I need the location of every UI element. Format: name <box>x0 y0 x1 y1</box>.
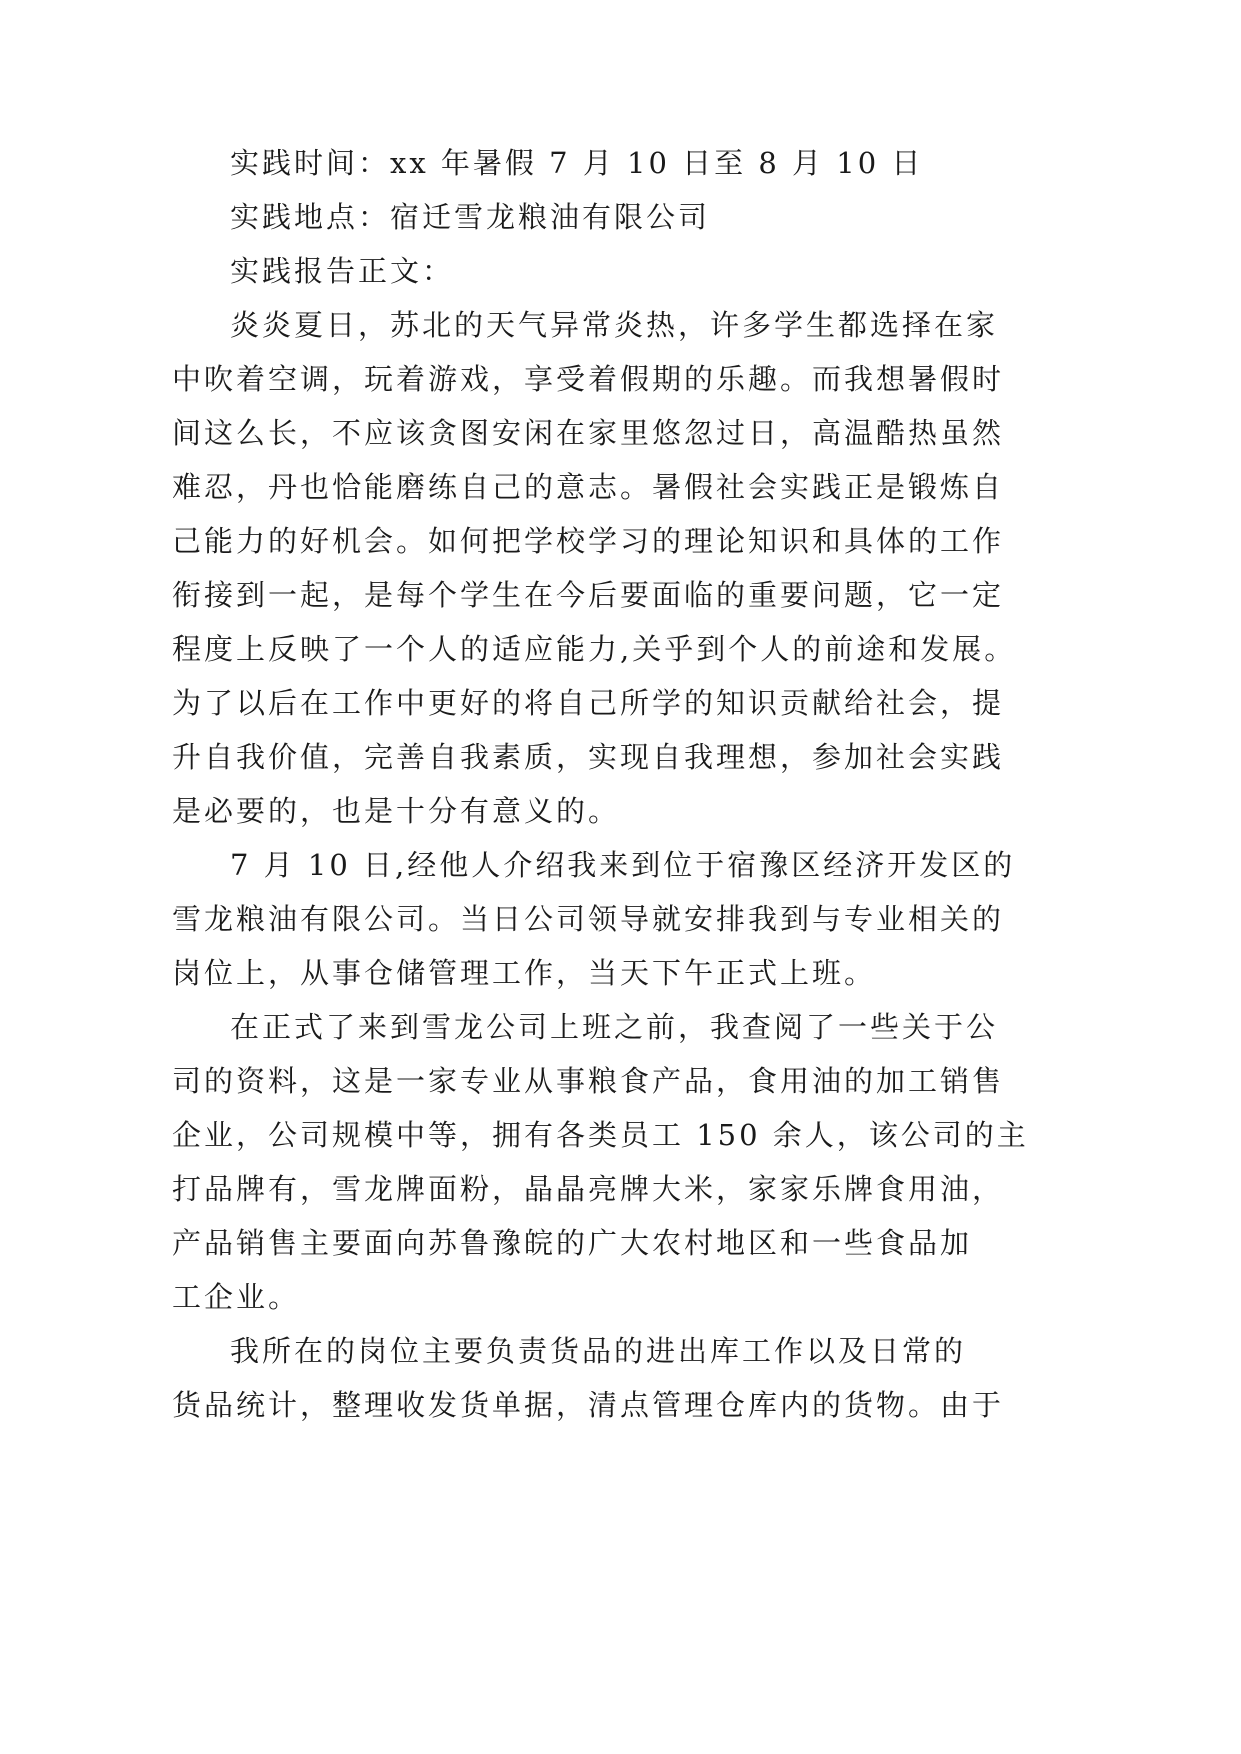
text-line: 是必要的，也是十分有意义的。 <box>172 794 621 828</box>
text-line: 企业，公司规模中等，拥有各类员工 150 余人，该公司的主 <box>172 1118 1029 1152</box>
text-line: 货品统计，整理收发货单据，清点管理仓库内的货物。由于 <box>172 1388 1005 1422</box>
text-line: 岗位上，从事仓储管理工作，当天下午正式上班。 <box>172 956 877 990</box>
text-line: 程度上反映了一个人的适应能力,关乎到个人的前途和发展。 <box>172 632 1017 666</box>
text-line: 司的资料，这是一家专业从事粮食产品，食用油的加工销售 <box>172 1064 1005 1098</box>
text-line-practice-place: 实践地点：宿迁雪龙粮油有限公司 <box>230 200 711 234</box>
text-line: 产品销售主要面向苏鲁豫皖的广大农村地区和一些食品加 <box>172 1226 973 1260</box>
text-line: 打品牌有，雪龙牌面粉，晶晶亮牌大米，家家乐牌食用油， <box>172 1172 1005 1206</box>
text-line: 在正式了来到雪龙公司上班之前，我查阅了一些关于公 <box>230 1010 999 1044</box>
text-line: 中吹着空调，玩着游戏，享受着假期的乐趣。而我想暑假时 <box>172 362 1005 396</box>
text-line: 炎炎夏日，苏北的天气异常炎热，许多学生都选择在家 <box>230 308 999 342</box>
text-line: 工企业。 <box>172 1280 301 1314</box>
text-line: 升自我价值，完善自我素质，实现自我理想，参加社会实践 <box>172 740 1005 774</box>
text-line-practice-time: 实践时间：xx 年暑假 7 月 10 日至 8 月 10 日 <box>230 146 924 180</box>
text-line: 雪龙粮油有限公司。当日公司领导就安排我到与专业相关的 <box>172 902 1005 936</box>
text-line: 难忍，丹也恰能磨练自己的意志。暑假社会实践正是锻炼自 <box>172 470 1005 504</box>
text-line: 衔接到一起，是每个学生在今后要面临的重要问题，它一定 <box>172 578 1005 612</box>
text-line-report-heading: 实践报告正文： <box>230 254 455 288</box>
text-line: 7 月 10 日,经他人介绍我来到位于宿豫区经济开发区的 <box>230 848 1016 882</box>
text-line: 我所在的岗位主要负责货品的进出库工作以及日常的 <box>230 1334 967 1368</box>
text-line: 己能力的好机会。如何把学校学习的理论知识和具体的工作 <box>172 524 1005 558</box>
text-line: 间这么长，不应该贪图安闲在家里悠忽过日，高温酷热虽然 <box>172 416 1005 450</box>
text-line: 为了以后在工作中更好的将自己所学的知识贡献给社会，提 <box>172 686 1005 720</box>
